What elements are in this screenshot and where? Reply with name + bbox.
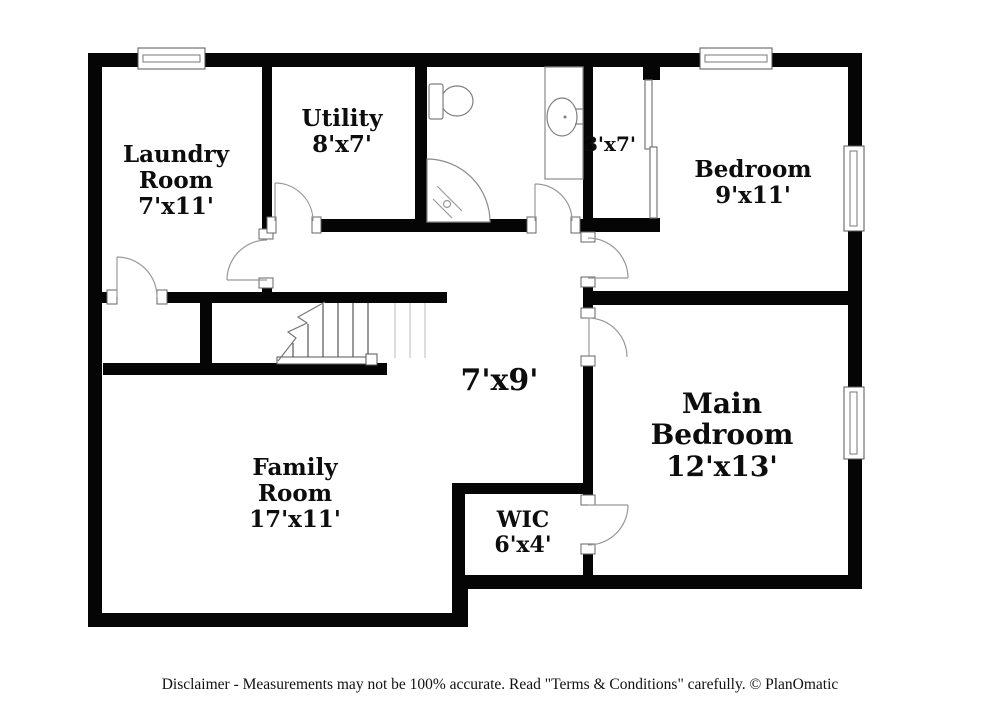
laundry-window-icon	[138, 48, 205, 69]
room-dims: 12'x13'	[666, 449, 778, 483]
room-label-family-room	[225, 455, 365, 532]
room-label-bedroom	[653, 157, 853, 209]
utility-door-icon	[275, 183, 313, 221]
stairs-icon	[277, 302, 425, 365]
bedroom-hall-door-icon	[588, 238, 628, 278]
room-dims: 17'x11'	[249, 505, 341, 533]
room-name: WIC	[496, 507, 550, 533]
room-dims: 6'x4'	[494, 531, 552, 558]
wic-door-icon	[588, 505, 628, 545]
room-dims: 7'x9'	[460, 363, 539, 398]
room-name: Utility	[301, 105, 383, 132]
main-bedroom-window-icon	[844, 387, 864, 459]
bedroom-top-window-icon	[700, 48, 772, 69]
room-label-main-bedroom	[632, 388, 812, 482]
laundry-door-icon	[227, 240, 267, 280]
room-name: Laundry Room	[122, 141, 230, 194]
disclaimer-text: Disclaimer - Measurements may not be 100% accurate. Read "Terms & Conditions" carefully. © PlanOmatic	[161, 676, 839, 693]
bathroom-door-icon	[535, 184, 572, 221]
toilet-icon	[429, 84, 473, 119]
room-name: Family Room	[252, 454, 338, 507]
room-dims: 3'x7'	[583, 132, 636, 156]
room-label-closet	[565, 133, 655, 155]
room-name: Main Bedroom	[650, 387, 794, 452]
main-bedroom-door-icon	[588, 318, 627, 357]
room-label-laundry	[106, 142, 246, 219]
room-label-utility	[267, 106, 417, 158]
room-dims: 7'x11'	[138, 192, 214, 220]
shower-icon	[427, 159, 490, 222]
room-label-hall	[437, 364, 562, 398]
room-dims: 9'x11'	[715, 181, 791, 209]
room-dims: 8'x7'	[312, 130, 372, 158]
sink-icon	[545, 67, 583, 179]
room-name: Bedroom	[694, 156, 812, 183]
room-label-wic	[462, 508, 584, 557]
